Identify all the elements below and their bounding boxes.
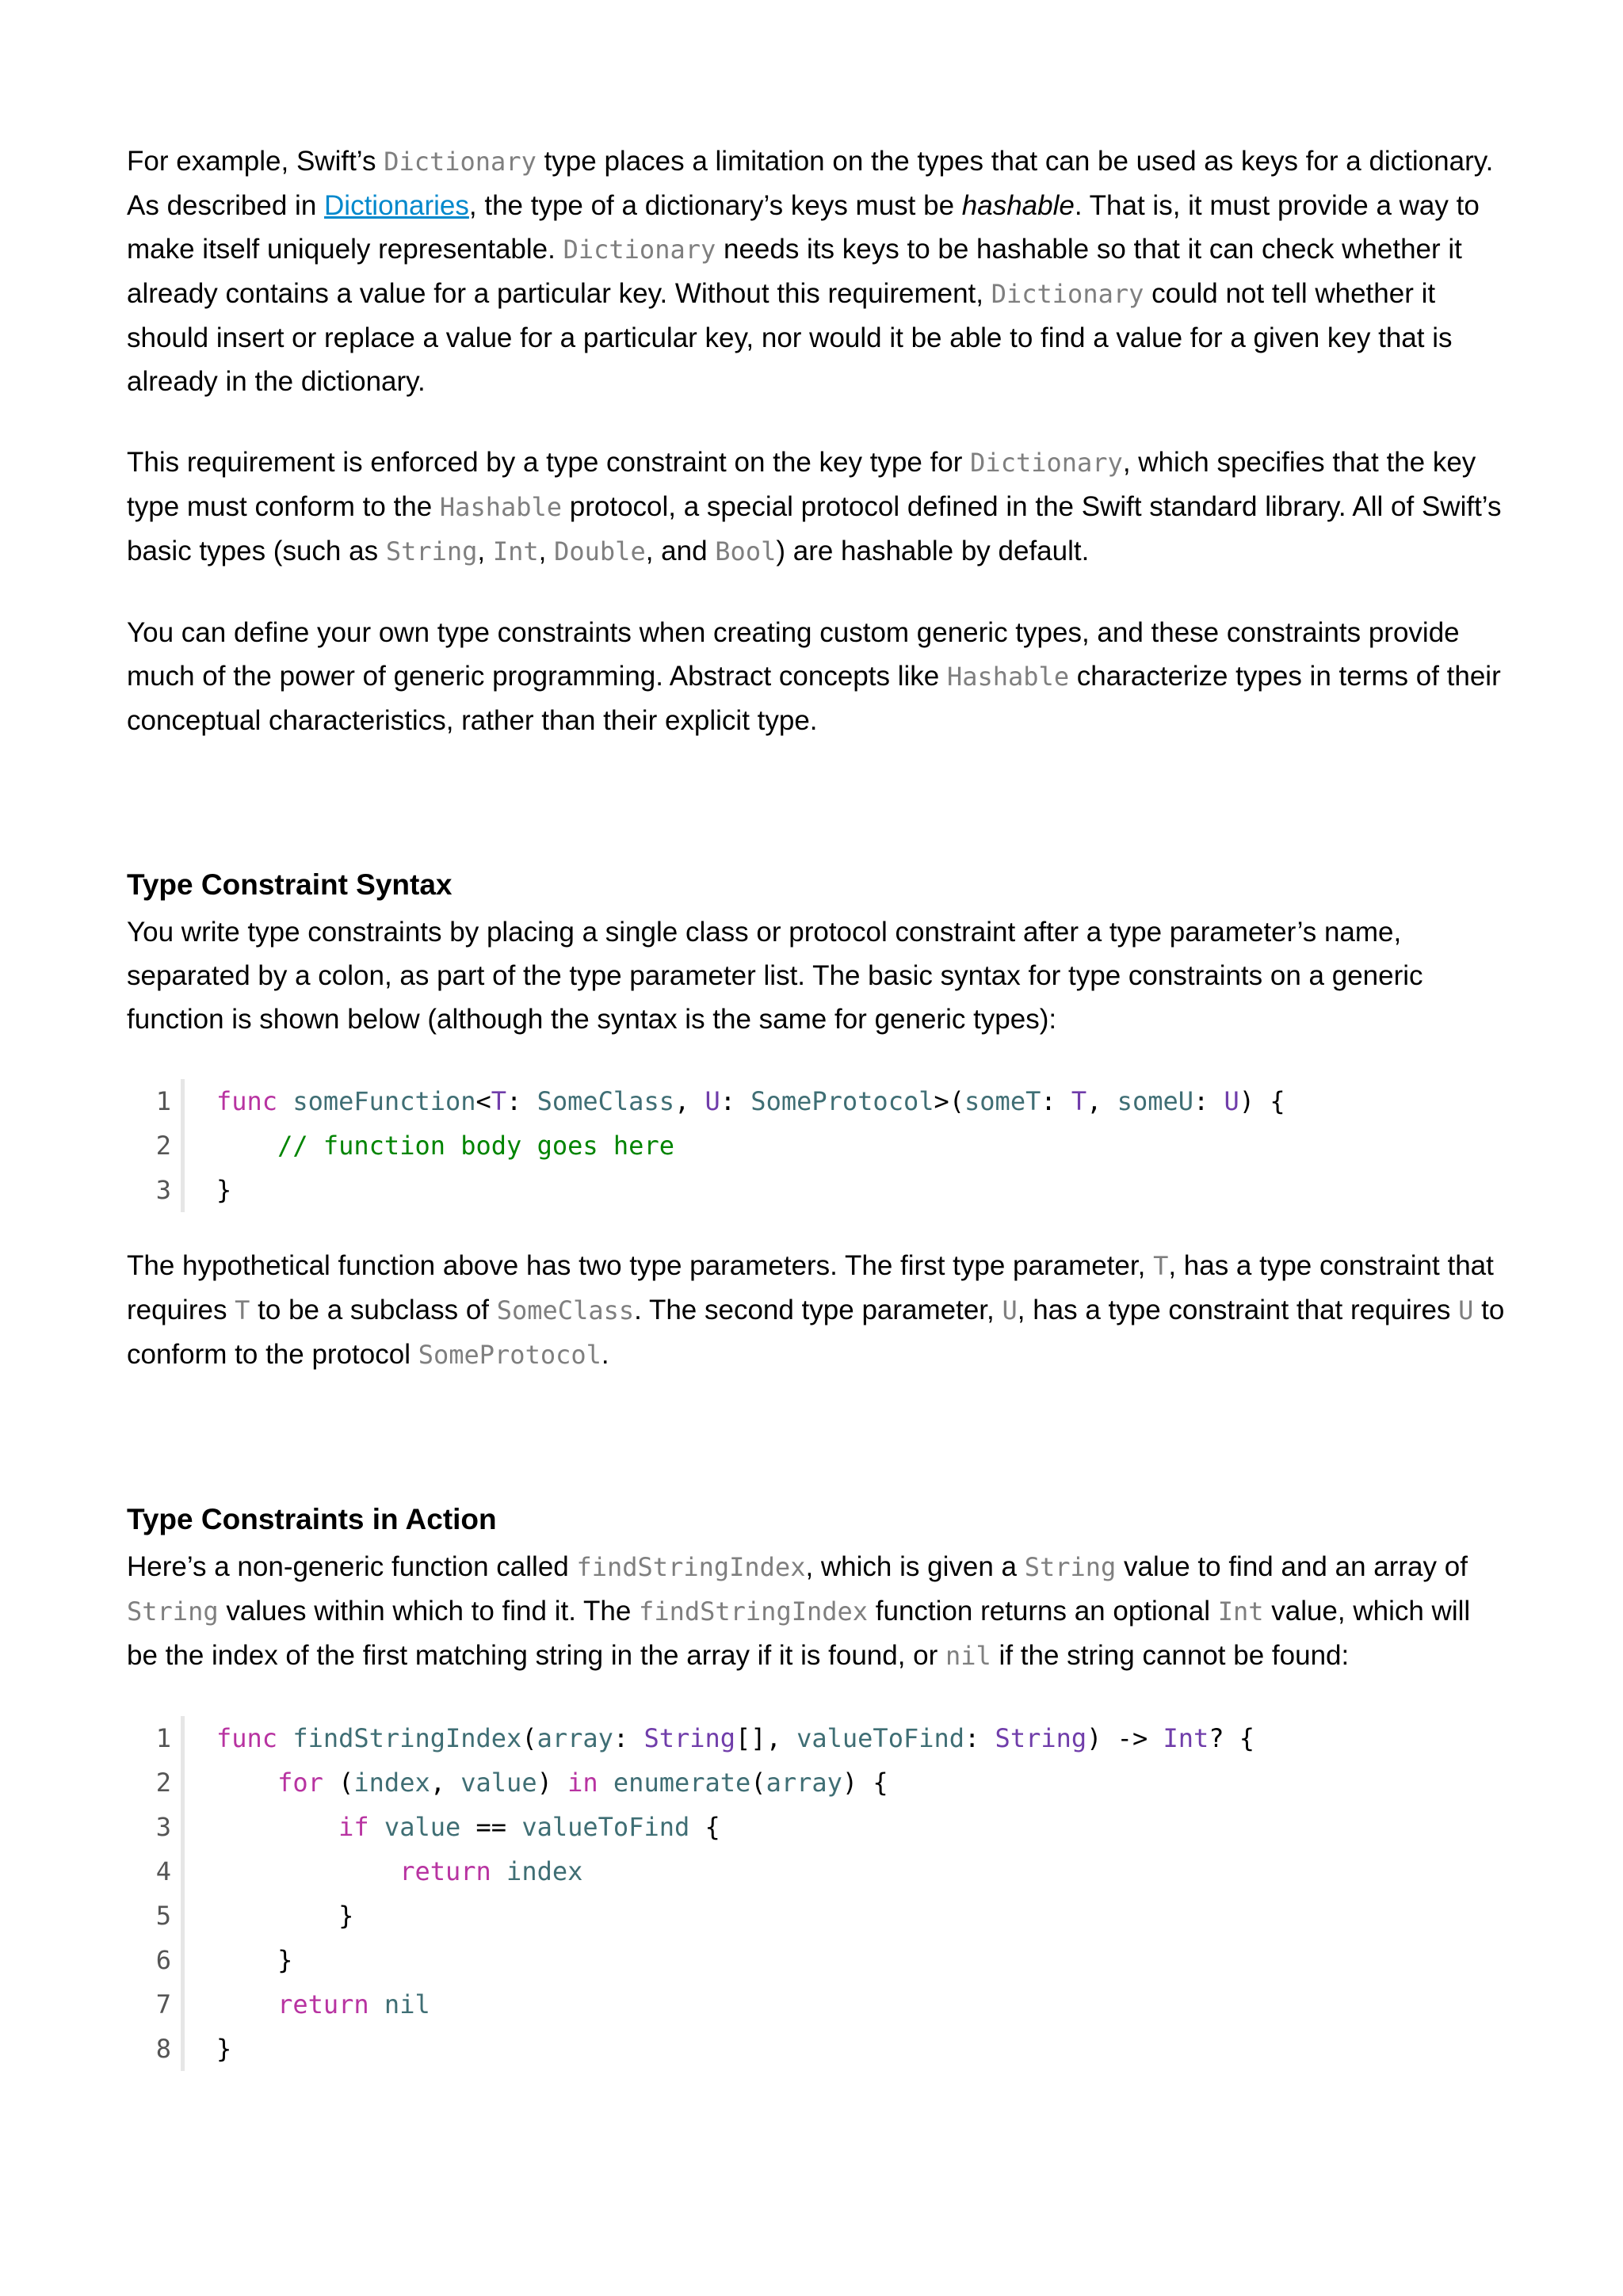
punct: ? {	[1209, 1723, 1255, 1753]
type: String	[995, 1723, 1087, 1753]
inline-code: Int	[1217, 1596, 1264, 1627]
text: needs its keys to be hashable so that it can check whether it already contains a value for a particular key. Without this requirement,	[127, 234, 1462, 309]
text: . That is, it must provide a way to make itself uniquely representable.	[127, 190, 1480, 265]
code-text: }	[216, 2034, 232, 2064]
code-text	[185, 1716, 1254, 1760]
code-text	[185, 1805, 720, 1849]
code-line	[127, 2027, 1506, 2071]
identifier: index	[353, 1768, 430, 1798]
identifier: SomeClass	[537, 1086, 674, 1116]
inline-code: findStringIndex	[576, 1552, 806, 1582]
type: String	[643, 1723, 736, 1753]
code-text	[185, 1849, 582, 1894]
punct: }	[277, 1945, 293, 1975]
code-text	[185, 1123, 674, 1168]
punct: ) {	[1239, 1086, 1285, 1116]
punct: }	[338, 1901, 354, 1931]
text: For example, Swift’s	[127, 146, 384, 177]
line-number: 4	[127, 1849, 185, 1894]
inline-code: U	[1002, 1295, 1018, 1325]
line-number: 2	[127, 1760, 185, 1805]
identifier: someFunction	[292, 1086, 476, 1116]
text: protocol, a special protocol defined in the Swift standard library. All of Swift’s basic types (such as	[127, 491, 1502, 566]
punct	[491, 1856, 506, 1886]
code-text: }	[216, 1175, 232, 1205]
inline-code: U	[1458, 1295, 1474, 1325]
type: U	[1224, 1086, 1239, 1116]
identifier: valueToFind	[796, 1723, 965, 1753]
punct: [],	[735, 1723, 797, 1753]
keyword: in	[567, 1768, 598, 1798]
code-text	[185, 1079, 1285, 1123]
keyword: return	[399, 1856, 491, 1886]
identifier: SomeProtocol	[750, 1086, 934, 1116]
identifier: someT	[964, 1086, 1041, 1116]
identifier: array	[766, 1768, 842, 1798]
paragraph-hashable-requirement	[127, 441, 1506, 574]
inline-code: Int	[492, 536, 539, 566]
identifier: index	[506, 1856, 583, 1886]
punct: {	[689, 1812, 720, 1842]
line-number: 1	[127, 1079, 185, 1123]
inline-code: String	[385, 536, 478, 566]
text: , has a type constraint that requires	[1017, 1295, 1459, 1325]
type: T	[491, 1086, 507, 1116]
line-number: 5	[127, 1894, 185, 1938]
punct: ,	[430, 1768, 461, 1798]
punct: >(	[934, 1086, 965, 1116]
text: This requirement is enforced by a type constraint on the key type for	[127, 447, 971, 478]
code-text	[185, 1938, 292, 1982]
keyword: if	[338, 1812, 369, 1842]
text: , has a type constraint that requires	[127, 1250, 1494, 1325]
code-line	[127, 1982, 1506, 2027]
inline-code: Dictionary	[970, 448, 1123, 478]
text: , and	[645, 536, 716, 566]
text: , the type of a dictionary’s keys must be	[468, 190, 962, 221]
text: to be a subclass of	[250, 1295, 497, 1325]
identifier: array	[537, 1723, 613, 1753]
inline-code: findStringIndex	[639, 1596, 869, 1627]
code-text	[185, 1982, 430, 2027]
inline-code: Hashable	[946, 662, 1070, 692]
text: type places a limitation on the types that can be used as keys for a dictionary. As described in	[127, 146, 1494, 221]
punct: (	[750, 1768, 766, 1798]
text: characterize types in terms of their conceptual characteristics, rather than their explicit type.	[127, 661, 1501, 736]
punct: ,	[1086, 1086, 1117, 1116]
code-block-find-string-index	[127, 1716, 1506, 2071]
text: to conform to the protocol	[127, 1295, 1505, 1370]
inline-code: String	[1024, 1552, 1117, 1582]
code-line	[127, 1849, 1506, 1894]
text: ,	[538, 536, 555, 566]
section-heading-in-action: Type Constraints in Action	[127, 1503, 497, 1535]
inline-code: Dictionary	[563, 235, 716, 265]
text: if the string cannot be found:	[991, 1640, 1350, 1671]
line-number: 8	[127, 2027, 185, 2071]
keyword: for	[277, 1768, 323, 1798]
emphasis: hashable	[961, 190, 1075, 221]
inline-code: Double	[554, 536, 646, 566]
paragraph-syntax: You write type constraints by placing a single class or protocol constraint after a type parameter’s name, separated by a colon, as part of the type parameter list. The basic syntax for type constraints on a generic function is shown below (although the syntax is the same for generic types):	[127, 917, 1423, 1035]
punct: ,	[674, 1086, 705, 1116]
punct: :	[964, 1723, 995, 1753]
inline-code: T	[1153, 1251, 1169, 1281]
document-page	[127, 139, 1506, 2071]
punct	[598, 1768, 613, 1798]
inline-code: Dictionary	[384, 147, 537, 177]
line-number: 2	[127, 1123, 185, 1168]
inline-code: String	[127, 1596, 219, 1627]
line-number: 6	[127, 1938, 185, 1982]
identifier: someU	[1117, 1086, 1193, 1116]
punct: <	[475, 1086, 491, 1116]
section-heading-syntax: Type Constraint Syntax	[127, 868, 453, 901]
punct: ==	[460, 1812, 522, 1842]
code-line	[127, 1894, 1506, 1938]
code-text	[185, 1760, 888, 1805]
line-number: 7	[127, 1982, 185, 2027]
punct: (	[323, 1768, 354, 1798]
code-line	[127, 1716, 1506, 1760]
text: value, which will be the index of the first matching string in the array if it is found, or	[127, 1596, 1471, 1671]
type: Int	[1163, 1723, 1209, 1753]
identifier: enumerate	[613, 1768, 751, 1798]
paragraph-custom-constraints	[127, 611, 1506, 742]
text: Here’s a non-generic function called	[127, 1551, 577, 1582]
punct: :	[613, 1723, 644, 1753]
type: U	[705, 1086, 720, 1116]
text: , which is given a	[805, 1551, 1025, 1582]
code-line	[127, 1938, 1506, 1982]
punct: (	[521, 1723, 537, 1753]
text: The hypothetical function above has two type parameters. The first type parameter,	[127, 1250, 1154, 1281]
text: ,	[477, 536, 493, 566]
type: T	[1071, 1086, 1087, 1116]
keyword: func	[216, 1086, 278, 1116]
paragraph-dictionary-example	[127, 139, 1506, 403]
punct: :	[506, 1086, 537, 1116]
punct	[369, 1812, 384, 1842]
text: function returns an optional	[868, 1596, 1218, 1627]
code-line	[127, 1805, 1506, 1849]
paragraph-find-string-index	[127, 1545, 1506, 1678]
inline-code: Hashable	[439, 492, 563, 522]
punct: :	[1193, 1086, 1224, 1116]
identifier: value	[384, 1812, 461, 1842]
identifier: nil	[384, 1989, 430, 2019]
code-text	[185, 1894, 353, 1938]
dictionaries-link[interactable]: Dictionaries	[324, 190, 469, 221]
punct: ) ->	[1086, 1723, 1163, 1753]
code-block-syntax	[127, 1079, 1506, 1212]
line-number: 3	[127, 1805, 185, 1849]
inline-code: nil	[945, 1641, 991, 1671]
text: You can define your own type constraints when creating custom generic types, and these constraints provide much of the power of generic programming. Abstract concepts like	[127, 617, 1460, 692]
paragraph-hypothetical-function	[127, 1244, 1506, 1377]
punct: :	[1041, 1086, 1071, 1116]
inline-code: SomeClass	[496, 1295, 635, 1325]
inline-code: T	[235, 1295, 250, 1325]
punct	[369, 1989, 384, 2019]
code-line	[127, 1760, 1506, 1805]
text: value to find and an array of	[1116, 1551, 1468, 1582]
code-line	[127, 1079, 1506, 1123]
punct: :	[720, 1086, 751, 1116]
code-line	[127, 1168, 1506, 1212]
text: could not tell whether it should insert or replace a value for a particular key, nor would it be able to find a value for a given key that is already in the dictionary.	[127, 278, 1453, 397]
text: values within which to find it. The	[218, 1596, 640, 1627]
identifier: valueToFind	[521, 1812, 690, 1842]
text: . The second type parameter,	[634, 1295, 1002, 1325]
text: .	[601, 1339, 609, 1370]
inline-code: Bool	[715, 536, 777, 566]
line-number: 3	[127, 1168, 185, 1212]
code-line	[127, 1123, 1506, 1168]
comment: // function body goes here	[277, 1131, 674, 1161]
line-number: 1	[127, 1716, 185, 1760]
keyword: func	[216, 1723, 278, 1753]
text: ) are hashable by default.	[776, 536, 1090, 566]
identifier: value	[460, 1768, 537, 1798]
inline-code: SomeProtocol	[418, 1340, 601, 1370]
punct: ) {	[842, 1768, 888, 1798]
identifier: findStringIndex	[292, 1723, 522, 1753]
inline-code: Dictionary	[991, 279, 1144, 309]
punct: )	[537, 1768, 568, 1798]
keyword: return	[277, 1989, 369, 2019]
text: , which specifies that the key type must conform to the	[127, 447, 1476, 522]
